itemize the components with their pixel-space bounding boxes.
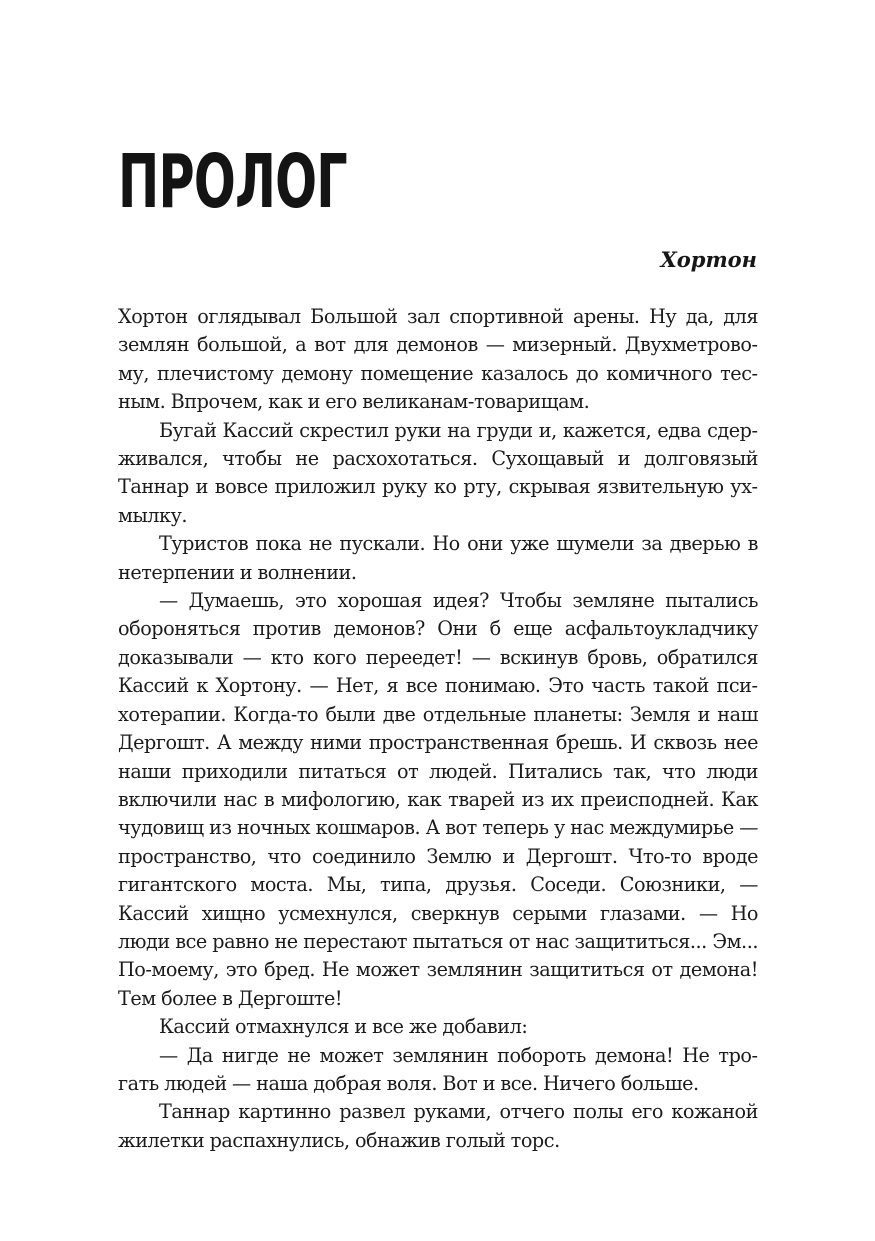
chapter-title: ПРОЛОГ — [118, 139, 347, 225]
paragraph: — Да нигде не может землянин побороть демона! Не трогать людей — наша добрая воля. Вот и все. Ничего больше. — [118, 1043, 758, 1095]
pov-character: Хортон — [660, 247, 757, 272]
paragraph: Хортон оглядывал Большой зал спортивной арены. Ну да, для землян большой, а вот для демонов — мизерный. Двухметровому, плечистому демону помещение казалось до комичного тесным. Впрочем, как и его великанам-товарищам. — [118, 305, 758, 414]
paragraph: — Думаешь, это хорошая идея? Чтобы земляне пытались обороняться против демонов? Они б еще асфальтоукладчику доказывали — кто кого переедет! — вскинув бровь, обратился Кассий к Хортону. — Нет, я все понимаю. Это часть такой психотерапии. Когда-то были две отдельные планеты: Земля и наш Дергошт. А между ними пространственная брешь. И сквозь нее наши приходили питаться от людей. Питались так, что люди включили нас в мифологию, как тварей из их преисподней. Как чудовищ из ночных кошмаров. А вот теперь у нас междумирье — пространство, что соединило Землю и Дергошт. Что-то вроде гигантского моста. Мы, типа, друзья. Соседи. Союзники, — Кассий хищно усмехнулся, сверкнув серыми глазами. — Но люди все равно не перестают пытаться от нас защититься... Эм... По-моему, это бред. Не может землянин защититься от демона! Тем более в Дергоште! — [118, 589, 758, 1010]
paragraph: Таннар картинно развел руками, отчего полы его кожаной жилетки распахнулись, обнажив голый торс. — [118, 1100, 758, 1152]
paragraph: Бугай Кассий скрестил руки на груди и, кажется, едва сдерживался, чтобы не расхохотаться. Сухощавый и долговязый Таннар и вовсе приложил руку ко рту, скрывая язвительную ухмылку. — [118, 418, 758, 527]
paragraph: Туристов пока не пускали. Но они уже шумели за дверью в нетерпении и волнении. — [118, 532, 758, 584]
chapter-body — [118, 303, 758, 1155]
paragraph: Кассий отмахнулся и все же добавил: — [159, 1015, 528, 1039]
